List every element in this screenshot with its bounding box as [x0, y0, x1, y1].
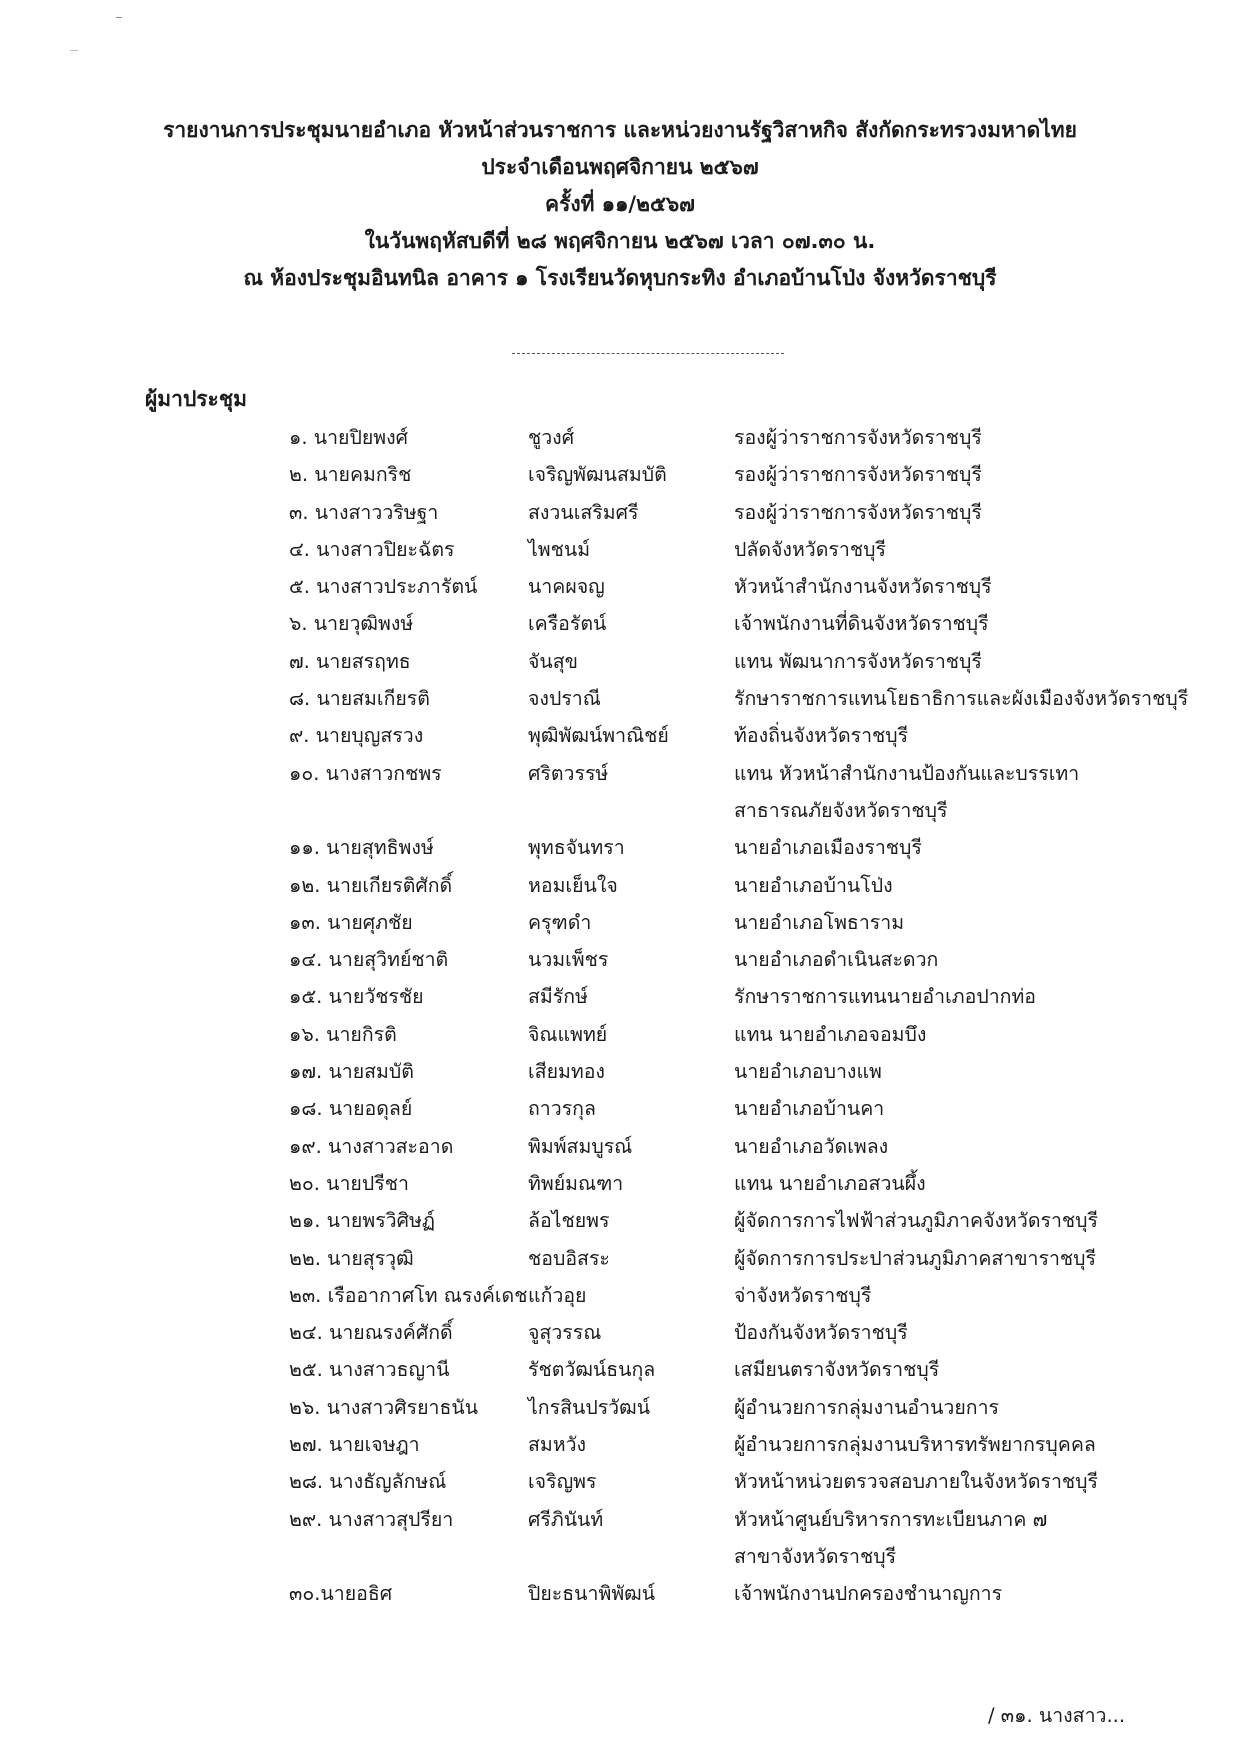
- attendee-name: ๘. นายสมเกียรติ: [289, 687, 430, 711]
- attendee-position: รักษาราชการแทนโยธาธิการและผังเมืองจังหวัดราชบุรี: [734, 687, 1189, 711]
- attendee-row-continuation: [0, 1538, 1240, 1575]
- attendee-surname: ครุฑดำ: [528, 910, 592, 934]
- attendee-surname: ศรีภินันท์: [528, 1507, 604, 1531]
- attendee-name: ๒๔. นายณรงค์ศักดิ์: [289, 1321, 453, 1345]
- attendee-surname: ไพชนม์: [528, 537, 591, 561]
- attendee-name: ๓. นางสาววริษฐา: [289, 500, 439, 524]
- attendee-position: นายอำเภอบ้านคา: [734, 1097, 885, 1121]
- attendee-name: ๒๕. นางสาวธญานี: [289, 1358, 450, 1382]
- attendee-name: ๒๓. เรืออากาศโท ณรงค์เดช: [289, 1283, 528, 1307]
- attendee-surname: รัชตวัฒน์ธนกุล: [528, 1358, 656, 1382]
- attendee-surname: ถาวรกุล: [528, 1097, 596, 1121]
- attendee-name: ๑. นายปิยพงศ์: [289, 426, 409, 449]
- attendee-position-continuation: สาธารณภัยจังหวัดราชบุรี: [734, 798, 948, 822]
- attendee-surname: ล้อไชยพร: [528, 1209, 610, 1233]
- attendee-position-continuation: สาขาจังหวัดราชบุรี: [734, 1544, 897, 1568]
- attendee-row: [0, 680, 1240, 717]
- attendee-position: ป้องกันจังหวัดราชบุรี: [734, 1321, 908, 1345]
- attendee-position: ผู้จัดการการไฟฟ้าส่วนภูมิภาคจังหวัดราชบุรี: [734, 1209, 1099, 1233]
- attendee-row: [0, 419, 1240, 456]
- attendee-name: ๒๘. นางธัญลักษณ์: [289, 1470, 447, 1494]
- attendee-name: ๑๕. นายวัชรชัย: [289, 985, 424, 1009]
- attendee-surname: จูสุวรรณ: [528, 1321, 602, 1345]
- attendee-name: ๒. นายคมกริช: [289, 463, 412, 487]
- attendee-surname: สงวนเสริมศรี: [528, 500, 639, 524]
- attendee-row: [0, 1575, 1240, 1612]
- attendee-name: ๗. นายสรฤทธ: [289, 649, 411, 673]
- attendee-surname: พุทธจันทรา: [528, 836, 625, 860]
- attendee-row: [0, 1277, 1240, 1314]
- attendee-surname: จันสุข: [528, 649, 578, 673]
- attendee-position: จ่าจังหวัดราชบุรี: [734, 1283, 872, 1307]
- attendee-name: ๑๑. นายสุทธิพงษ์: [289, 836, 434, 860]
- attendee-name: ๒๙. นางสาวสุปรียา: [289, 1507, 454, 1531]
- attendee-row: [0, 867, 1240, 904]
- attendee-surname: พุฒิพัฒน์พาณิชย์: [528, 724, 669, 748]
- attendee-name: ๒๖. นางสาวศิรยาธนัน: [289, 1395, 479, 1419]
- attendee-position: นายอำเภอดำเนินสะดวก: [734, 948, 939, 972]
- attendee-position: แทน นายอำเภอสวนผึ้ง: [734, 1171, 926, 1195]
- attendee-position: เจ้าพนักงานปกครองชำนาญการ: [734, 1582, 1003, 1606]
- attendee-name: ๒๐. นายปรีชา: [289, 1171, 409, 1195]
- attendee-row: [0, 755, 1240, 792]
- attendee-row: [0, 978, 1240, 1015]
- attendee-position: นายอำเภอวัดเพลง: [734, 1134, 889, 1158]
- attendee-row: [0, 941, 1240, 978]
- attendee-row: [0, 1090, 1240, 1127]
- attendee-position: รักษาราชการแทนนายอำเภอปากท่อ: [734, 985, 1037, 1009]
- attendee-position: หัวหน้าศูนย์บริหารการทะเบียนภาค ๗: [734, 1507, 1048, 1531]
- attendee-name: ๑๙. นางสาวสะอาด: [289, 1134, 454, 1158]
- document-header: [0, 112, 1240, 297]
- attendee-row: [0, 1128, 1240, 1165]
- attendee-row: [0, 829, 1240, 866]
- header-separator: [512, 353, 784, 354]
- attendee-surname: จงปราณี: [528, 687, 601, 711]
- attendee-surname: สมีรักษ์: [528, 985, 588, 1009]
- attendee-row: [0, 1426, 1240, 1463]
- attendee-surname: ศริตวรรษ์: [528, 761, 609, 785]
- attendee-position: เจ้าพนักงานที่ดินจังหวัดราชบุรี: [734, 612, 989, 636]
- scan-speck: [116, 17, 122, 18]
- attendee-row: [0, 531, 1240, 568]
- page-continuation-footer: / ๓๑. นางสาว...: [988, 1704, 1126, 1727]
- attendee-row: [0, 1165, 1240, 1202]
- attendee-position: รองผู้ว่าราชการจังหวัดราชบุรี: [734, 500, 982, 524]
- attendee-position: ผู้อำนวยการกลุ่มงานอำนวยการ: [734, 1395, 1000, 1419]
- attendee-position: แทน พัฒนาการจังหวัดราชบุรี: [734, 649, 982, 673]
- attendee-surname: พิมพ์สมบูรณ์: [528, 1134, 633, 1158]
- attendee-position: นายอำเภอบางแพ: [734, 1060, 882, 1084]
- attendee-position: นายอำเภอเมืองราชบุรี: [734, 836, 922, 860]
- attendee-position: แทน นายอำเภอจอมบึง: [734, 1022, 927, 1046]
- attendee-position: รองผู้ว่าราชการจังหวัดราชบุรี: [734, 463, 982, 487]
- attendee-position: นายอำเภอโพธาราม: [734, 910, 905, 934]
- attendee-row: [0, 904, 1240, 941]
- attendee-surname: ชูวงศ์: [528, 426, 575, 449]
- header-venue: ณ ห้องประชุมอินทนิล อาคาร ๑ โรงเรียนวัดหุบกระทิง อำเภอบ้านโป่ง จังหวัดราชบุรี: [243, 266, 997, 290]
- attendee-surname: เครือรัตน์: [528, 612, 607, 636]
- attendee-row: [0, 456, 1240, 493]
- attendee-name: ๖. นายวุฒิพงษ์: [289, 612, 414, 636]
- attendee-surname: แก้วอุย: [528, 1283, 587, 1307]
- attendee-position: เสมียนตราจังหวัดราชบุรี: [734, 1358, 940, 1382]
- attendee-row-continuation: [0, 792, 1240, 829]
- attendee-surname: ไกรสินปรวัฒน์: [528, 1395, 651, 1419]
- header-title: รายงานการประชุมนายอำเภอ หัวหน้าส่วนราชการ และหน่วยงานรัฐวิสาหกิจ สังกัดกระทรวงมหาดไทย: [163, 118, 1077, 142]
- attendee-name: ๒๑. นายพรวิศิษฏ์: [289, 1209, 435, 1233]
- attendee-row: [0, 605, 1240, 642]
- section-title-attendees: ผู้มาประชุม: [145, 387, 247, 411]
- attendee-surname: ชอบอิสระ: [528, 1246, 610, 1270]
- scan-speck: [70, 50, 78, 51]
- attendee-name: ๒๒. นายสุรวุฒิ: [289, 1246, 414, 1270]
- attendee-position: ผู้จัดการการประปาส่วนภูมิภาคสาขาราชบุรี: [734, 1246, 1097, 1270]
- attendee-surname: เสียมทอง: [528, 1060, 605, 1084]
- attendee-surname: หอมเย็นใจ: [528, 873, 618, 897]
- attendee-name: ๕. นางสาวประภารัตน์: [289, 575, 478, 599]
- header-date-time: ในวันพฤหัสบดีที่ ๒๘ พฤศจิกายน ๒๕๖๗ เวลา ๐๗.๓๐ น.: [364, 229, 876, 253]
- attendee-surname: ปิยะธนาพิพัฒน์: [528, 1582, 656, 1606]
- attendee-position: ปลัดจังหวัดราชบุรี: [734, 537, 886, 561]
- attendee-position: ผู้อำนวยการกลุ่มงานบริหารทรัพยากรบุคคล: [734, 1433, 1096, 1457]
- header-session: ครั้งที่ ๑๑/๒๕๖๗: [545, 192, 695, 216]
- attendee-name: ๔. นางสาวปิยะฉัตร: [289, 537, 455, 561]
- attendee-surname: จิณแพทย์: [528, 1022, 608, 1046]
- attendee-row: [0, 1501, 1240, 1538]
- attendee-position: แทน หัวหน้าสำนักงานป้องกันและบรรเทา: [734, 761, 1080, 785]
- attendee-name: ๒๗. นายเจษฎา: [289, 1433, 420, 1457]
- header-month: ประจำเดือนพฤศจิกายน ๒๕๖๗: [481, 155, 759, 179]
- attendee-position: หัวหน้าหน่วยตรวจสอบภายในจังหวัดราชบุรี: [734, 1470, 1099, 1494]
- attendee-row: [0, 1240, 1240, 1277]
- attendee-position: นายอำเภอบ้านโป่ง: [734, 873, 893, 897]
- attendee-row: [0, 568, 1240, 605]
- attendee-surname: ทิพย์มณฑา: [528, 1171, 624, 1195]
- attendee-surname: เจริญพร: [528, 1470, 597, 1494]
- attendee-row: [0, 1314, 1240, 1351]
- attendee-surname: เจริญพัฒนสมบัติ: [528, 463, 667, 487]
- attendee-position: รองผู้ว่าราชการจังหวัดราชบุรี: [734, 426, 982, 449]
- attendee-row: [0, 1053, 1240, 1090]
- attendee-name: ๑๘. นายอดุลย์: [289, 1097, 413, 1121]
- attendee-surname: นาคผจญ: [528, 575, 605, 599]
- attendee-name: ๓๐.นายอธิศ: [289, 1582, 393, 1606]
- attendee-name: ๙. นายบุญสรวง: [289, 724, 424, 748]
- attendee-row: [0, 717, 1240, 754]
- attendee-list: [0, 419, 1240, 1613]
- attendee-surname: นวมเพ็ชร: [528, 948, 609, 972]
- attendee-position: หัวหน้าสำนักงานจังหวัดราชบุรี: [734, 575, 992, 599]
- attendee-name: ๑๗. นายสมบัติ: [289, 1060, 414, 1084]
- attendee-name: ๑๓. นายศุภชัย: [289, 910, 413, 934]
- attendee-row: [0, 494, 1240, 531]
- attendee-surname: สมหวัง: [528, 1433, 587, 1457]
- attendee-name: ๑๔. นายสุวิทย์ชาติ: [289, 948, 449, 972]
- attendee-row: [0, 1016, 1240, 1053]
- attendee-row: [0, 1202, 1240, 1239]
- attendee-row: [0, 1463, 1240, 1500]
- attendee-name: ๑๐. นางสาวกชพร: [289, 761, 442, 785]
- attendee-row: [0, 643, 1240, 680]
- attendee-name: ๑๒. นายเกียรติศักดิ์: [289, 873, 453, 897]
- attendee-row: [0, 1351, 1240, 1388]
- attendee-position: ท้องถิ่นจังหวัดราชบุรี: [734, 724, 909, 748]
- attendee-row: [0, 1389, 1240, 1426]
- attendee-name: ๑๖. นายกิรติ: [289, 1022, 397, 1046]
